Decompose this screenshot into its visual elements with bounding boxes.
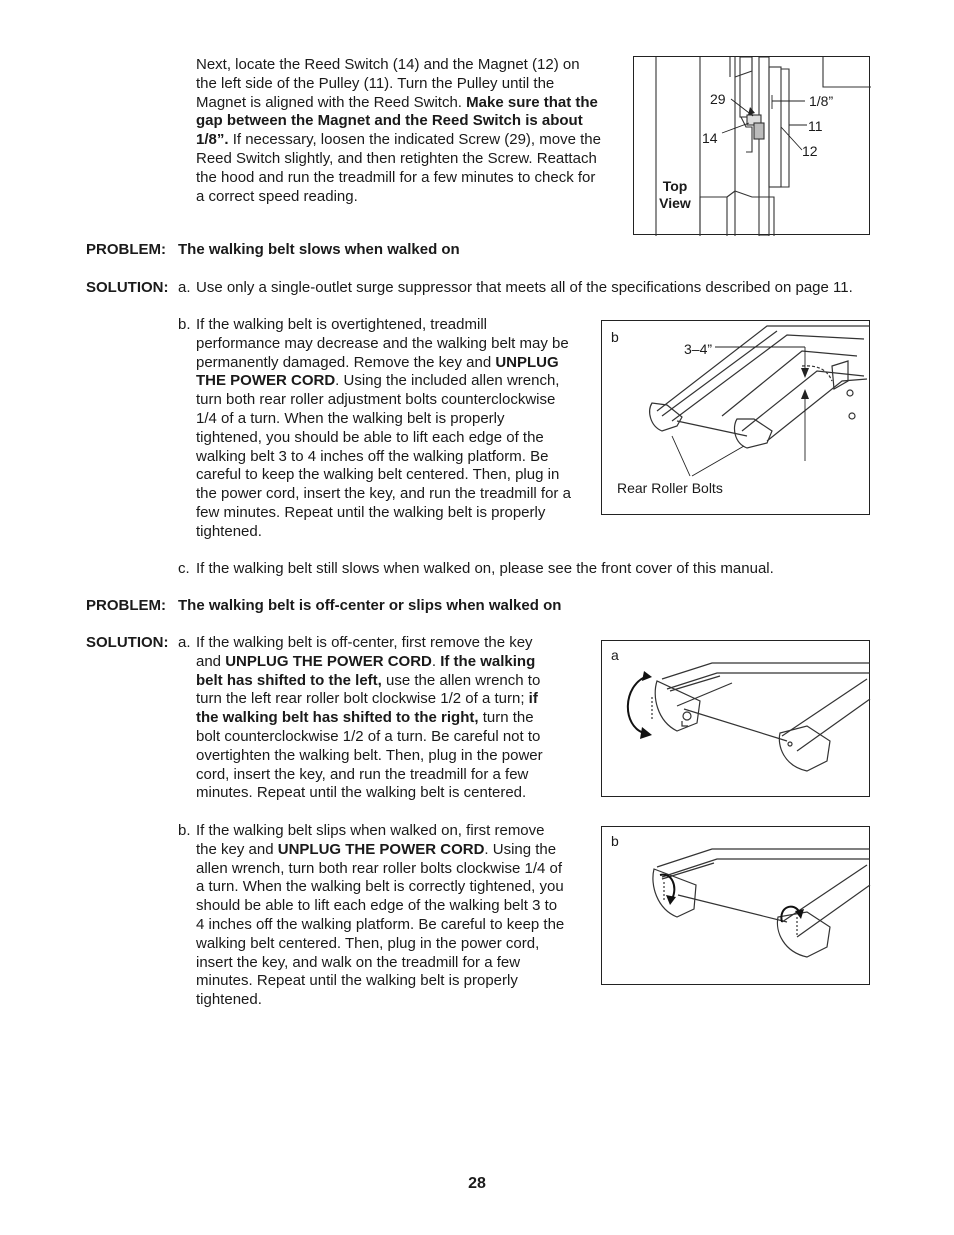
solution-2-a-text-3: use the allen wrench to turn the left rear roller bolt clockwise 1/2 of a turn; <box>196 671 541 708</box>
callout-14: 14 <box>702 130 718 146</box>
solution-1-c-letter: c. <box>178 560 190 577</box>
solution-2-a-text-4: turn the bolt counterclockwise 1/2 of a turn. Be careful not to overtighten the walking belt. Then, plug in the power cord, insert the key, and run the treadmill for a few minutes. Repeat until the walking belt is centered. <box>196 709 543 802</box>
problem-2-text: The walking belt is off-center or slips when walked on <box>178 597 562 614</box>
figure-a2-letter: a <box>611 647 619 663</box>
solution-2-label: SOLUTION: <box>86 634 169 651</box>
solution-1-b-text-1: If the walking belt is overtightened, treadmill performance may decrease and the walking belt may be permanently damaged. Remove the key and <box>196 316 569 371</box>
figure-rear-roller-bolts <box>601 320 870 515</box>
solution-1-label: SOLUTION: <box>86 279 169 296</box>
callout-29: 29 <box>710 91 726 107</box>
solution-1-a-letter: a. <box>178 279 191 296</box>
solution-2-b-text-2: . Using the allen wrench, turn both rear roller bolts clockwise 1/4 of a turn. When the walking belt is correctly tightened, you should be able to lift each edge of the walking belt 3 to 4 inches off the walking platform. Be careful to keep the walking belt centered. Then, plug in the power cord, insert the key, and walk on the treadmill for a few minutes. Repeat until the walking belt is properly tightened. <box>196 840 565 1009</box>
intro-text-1: Next, locate the Reed Switch (14) and the Magnet (12) on the left side of the Pulley (11). Turn the Pulley until the Magnet is aligned with the Reed Switch. <box>196 56 580 111</box>
solution-2-b-text-1: If the walking belt slips when walked on, first remove the key and <box>196 822 545 858</box>
top-view-diagram <box>634 57 871 236</box>
intro-text-2: If necessary, loosen the indicated Screw (29), move the Reed Switch slightly, and then retighten the Screw. Reattach the hood and run the treadmill for a few minutes to check for a correct speed reading. <box>196 131 601 205</box>
callout-12: 12 <box>802 143 818 159</box>
figure-b1-letter: b <box>611 329 619 345</box>
solution-1-c-text: If the walking belt still slows when walked on, please see the front cover of this manual. <box>196 560 774 577</box>
solution-2-b-letter: b. <box>178 822 191 839</box>
callout-1-8-inch: 1/8” <box>809 93 834 109</box>
solution-2-a-text-2: . <box>431 652 441 670</box>
solution-1-a-text: Use only a single-outlet surge suppressor that meets all of the specifications described on page 11. <box>196 279 853 296</box>
solution-2-a-text-1: If the walking belt is off-center, first remove the key and <box>196 634 533 670</box>
solution-1-b-letter: b. <box>178 316 191 333</box>
rear-roller-diagram <box>602 321 871 516</box>
solution-1-b-text-2: . Using the included allen wrench, turn both rear roller adjustment bolts counterclockwise 1/4 of a turn. When the walking belt is properly tightened, you should be able to lift each edge of the walking belt 3 to 4 inches off the walking platform. Be careful to keep the walking belt centered. Then, plug in the power cord, insert the key, and run the treadmill for a few minutes. Repeat until the walking belt is properly tightened. <box>196 372 571 540</box>
both-bolts-diagram <box>602 827 871 986</box>
page-number: 28 <box>468 1175 486 1192</box>
measure-3-4-inch: 3–4” <box>684 341 713 357</box>
roller-bolt-adjust-diagram <box>602 641 871 798</box>
problem-1-text: The walking belt slows when walked on <box>178 241 460 258</box>
solution-2-a-letter: a. <box>178 634 191 651</box>
top-view-label-2: View <box>659 195 691 211</box>
problem-1-label: PROBLEM: <box>86 241 166 258</box>
problem-2-label: PROBLEM: <box>86 597 166 614</box>
callout-11: 11 <box>808 118 823 134</box>
figure-top-view <box>633 56 870 235</box>
figure-both-bolts-clockwise <box>601 826 870 985</box>
solution-2-b-unplug: UNPLUG THE POWER CORD <box>277 840 485 858</box>
solution-2-b-paragraph <box>196 822 566 1010</box>
figure-roller-bolt-adjust <box>601 640 870 797</box>
solution-1-b-paragraph <box>196 316 571 542</box>
figure-b2-letter: b <box>611 833 619 849</box>
solution-1-b-unplug: UNPLUG THE POWER CORD <box>196 353 559 390</box>
solution-2-a-paragraph <box>196 634 558 803</box>
solution-2-a-shift-left: If the walking belt has shifted to the left, <box>196 652 536 689</box>
rear-roller-bolts-caption: Rear Roller Bolts <box>617 480 723 496</box>
solution-2-a-shift-right: if the walking belt has shifted to the right, <box>196 690 538 727</box>
top-view-label-1: Top <box>662 178 688 194</box>
intro-bold-gap-note: Make sure that the gap between the Magnet and the Reed Switch is about 1/8”. <box>196 93 598 149</box>
intro-paragraph <box>196 56 601 206</box>
solution-2-a-unplug: UNPLUG THE POWER CORD <box>225 652 432 670</box>
